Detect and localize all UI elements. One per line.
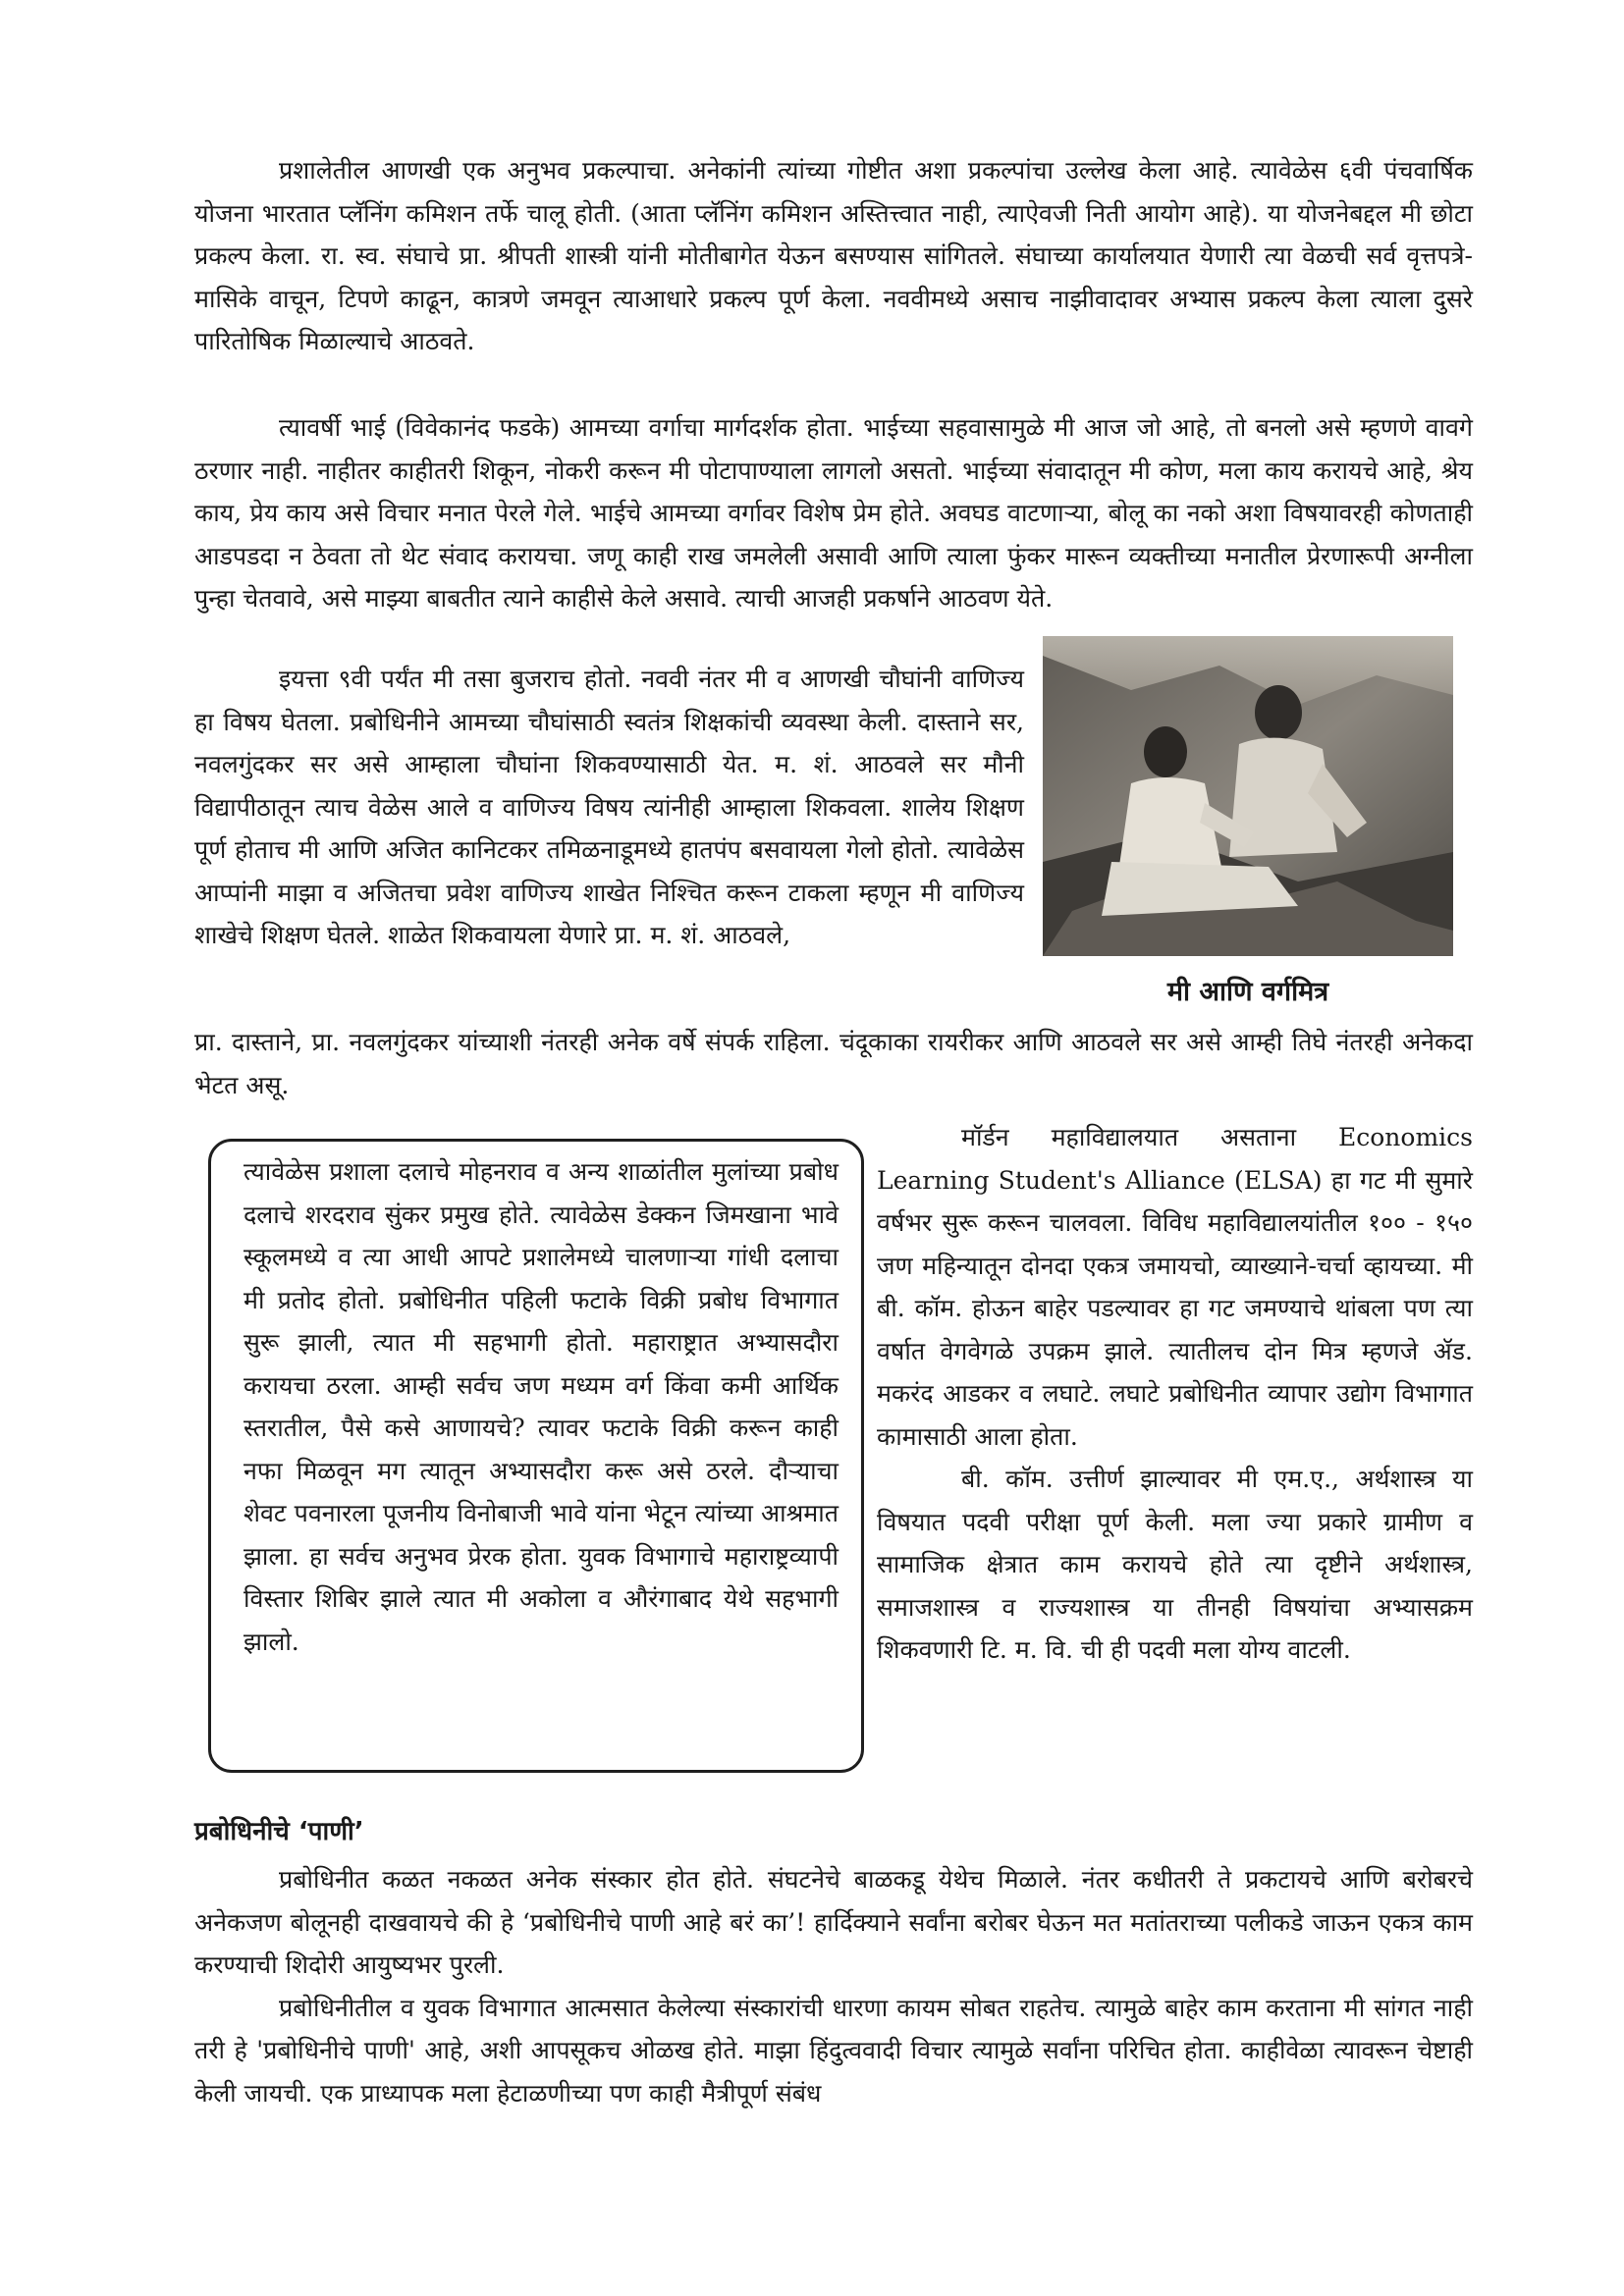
- paragraph-bhai: त्यावर्षी भाई (विवेकानंद फडके) आमच्या वर्गाचा मार्गदर्शक होता. भाईच्या सहवासामुळे मी आज जो आहे, तो बनलो असे म्हणणे वावगे ठरणार नाही. नाहीतर काहीतरी शिकून, नोकरी करून मी पोटापाण्याला लागलो असतो. भाईच्या संवादातून मी कोण, मला काय करायचे आहे, श्रेय काय, प्रेय काय असे विचार मनात पेरले गेले. भाईचे आमच्या वर्गावर विशेष प्रेम होते. अवघड वाटणाऱ्या, बोलू का नको अशा विषयावरही कोणताही आडपडदा न ठेवता तो थेट संवाद करायचा. जणू काही राख जमलेली असावी आणि त्याला फुंकर मारून व्यक्तीच्या मनातील प्रेरणारूपी अग्नीला पुन्हा चेतवावे, असे माझ्या बाबतीत त्याने काहीसे केले असावे. त्याची आजही प्रकर्षाने आठवण येते.: [194, 413, 1473, 613]
- section-heading: प्रबोधिनीचे ‘पाणी’: [194, 1817, 364, 1846]
- paragraph-commerce: इयत्ता ९वी पर्यंत मी तसा बुजराच होतो. नववी नंतर मी व आणखी चौघांनी वाणिज्य हा विषय घेतला. प्रबोधिनीने आमच्या चौघांसाठी स्वतंत्र शिक्षकांची व्यवस्था केली. दास्ताने सर, नवलगुंदकर सर असे आम्हाला चौघांना शिकवण्यासाठी येत. म. शं. आठवले सर मौनी विद्यापीठातून त्याच वेळेस आले व वाणिज्य विषय त्यांनीही आम्हाला शिकवला. शालेय शिक्षण पूर्ण होताच मी आणि अजित कानिटकर तमिळनाडूमध्ये हातपंप बसवायला गेलो होतो. त्यावेळेस आप्पांनी माझा व अजितचा प्रवेश वाणिज्य शाखेत निश्चित करून टाकला म्हणून मी वाणिज्य शाखेचे शिक्षण घेतले. शाळेत शिकवायला येणारे प्रा. म. शं. आठवले,: [194, 665, 1024, 949]
- photo-caption: मी आणि वर्गमित्र: [1166, 977, 1329, 1007]
- sidebar-box-text: त्यावेळेस प्रशाला दलाचे मोहनराव व अन्य शाळांतील मुलांच्या प्रबोध दलाचे शरदराव सुंकर प्रमुख होते. त्यावेळेस डेक्कन जिमखाना भावे स्कूलमध्ये व त्या आधी आपटे प्रशालेमध्ये चालणाऱ्या गांधी दलाचा मी प्रतोद होतो. प्रबोधिनीत पहिली फटाके विक्री प्रबोध विभागात सुरू झाली, त्यात मी सहभागी होतो. महाराष्ट्रात अभ्यासदौरा करायचा ठरला. आम्ही सर्वच जण मध्यम वर्ग किंवा कमी आर्थिक स्तरातील, पैसे कसे आणायचे? त्यावर फटाके विक्री करून काही नफा मिळवून मग त्यातून अभ्यासदौरा करू असे ठरले. दौऱ्याचा शेवट पवनारला पूजनीय विनोबाजी भावे यांना भेटून त्यांच्या आश्रमात झाला. हा सर्वच अनुभव प्रेरक होता. युवक विभागाचे महाराष्ट्रव्यापी विस्तार शिबिर झाले त्यात मी अकोला व औरंगाबाद येथे सहभागी झालो.: [244, 1157, 839, 1656]
- photo-image: [1043, 636, 1453, 956]
- paragraph-elsa: मॉर्डन महाविद्यालयात असताना Economics Learning Student's Alliance (ELSA) हा गट मी सुमारे वर्षभर सुरू करून चालवला. विविध महाविद्यालयांतील १०० - १५० जण महिन्यातून दोनदा एकत्र जमायचो, व्याख्याने-चर्चा व्हायच्या. मी बी. कॉम. होऊन बाहेर पडल्यावर हा गट जमण्याचे थांबला पण त्या वर्षात वेगवेगळे उपक्रम झाले. त्यातीलच दोन मित्र म्हणजे ॲड. मकरंद आडकर व लघाटे. लघाटे प्रबोधिनीत व्यापार उद्योग विभागात कामासाठी आला होता.: [877, 1123, 1473, 1451]
- classmates-photo: [1043, 636, 1453, 956]
- paragraph-sanskar: प्रबोधिनीत कळत नकळत अनेक संस्कार होत होते. संघटनेचे बाळकडू येथेच मिळाले. नंतर कधीतरी ते प्रकटायचे आणि बरोबरचे अनेकजण बोलूनही दाखवायचे की हे ‘प्रबोधिनीचे पाणी आहे बरं का’! हार्दिक्याने सर्वांना बरोबर घेऊन मत मतांतराच्या पलीकडे जाऊन एकत्र काम करण्याची शिदोरी आयुष्यभर पुरली.: [194, 1865, 1473, 1979]
- paragraph-project: प्रशालेतील आणखी एक अनुभव प्रकल्पाचा. अनेकांनी त्यांच्या गोष्टीत अशा प्रकल्पांचा उल्लेख केला आहे. त्यावेळेस ६वी पंचवार्षिक योजना भारतात प्लॅनिंग कमिशन तर्फे चालू होती. (आता प्लॅनिंग कमिशन अस्तित्त्वात नाही, त्याऐवजी निती आयोग आहे). या योजनेबद्दल मी छोटा प्रकल्प केला. रा. स्व. संघाचे प्रा. श्रीपती शास्त्री यांनी मोतीबागेत येऊन बसण्यास सांगितले. संघाच्या कार्यालयात येणारी त्या वेळची सर्व वृत्तपत्रे-मासिके वाचून, टिपणे काढून, कात्रणे जमवून त्याआधारे प्रकल्प पूर्ण केला. नववीमध्ये असाच नाझीवादावर अभ्यास प्रकल्प केला त्याला दुसरे पारितोषिक मिळाल्याचे आठवते.: [194, 156, 1473, 355]
- right-column: [877, 1116, 1473, 1672]
- paragraph-commerce-continued: प्रा. दास्ताने, प्रा. नवलगुंदकर यांच्याशी नंतरही अनेक वर्षे संपर्क राहिला. चंदूकाका रायरीकर आणि आठवले सर असे आम्ही तिघे नंतरही अनेकदा भेटत असू.: [194, 1028, 1473, 1099]
- paragraph-identity: प्रबोधिनीतील व युवक विभागात आत्मसात केलेल्या संस्कारांची धारणा कायम सोबत राहतेच. त्यामुळे बाहेर काम करताना मी सांगत नाही तरी हे 'प्रबोधिनीचे पाणी' आहे, अशी आपसूकच ओळख होते. माझा हिंदुत्ववादी विचार त्यामुळे सर्वांना परिचित होता. काहीवेळा त्यावरून चेष्टाही केली जायची. एक प्राध्यापक मला हेटाळणीच्या पण काही मैत्रीपूर्ण संबंध: [194, 1993, 1473, 2108]
- bottom-section: [194, 1858, 1473, 2114]
- paragraph-ma: बी. कॉम. उत्तीर्ण झाल्यावर मी एम.ए., अर्थशास्त्र या विषयात पदवी परीक्षा पूर्ण केली. मला ज्या प्रकारे ग्रामीण व सामाजिक क्षेत्रात काम करायचे होते त्या दृष्टीने अर्थशास्त्र, समाजशास्त्र व राज्यशास्त्र या तीनही विषयांचा अभ्यासक्रम शिकवणारी टि. म. वि. ची ही पदवी मला योग्य वाटली.: [877, 1465, 1473, 1664]
